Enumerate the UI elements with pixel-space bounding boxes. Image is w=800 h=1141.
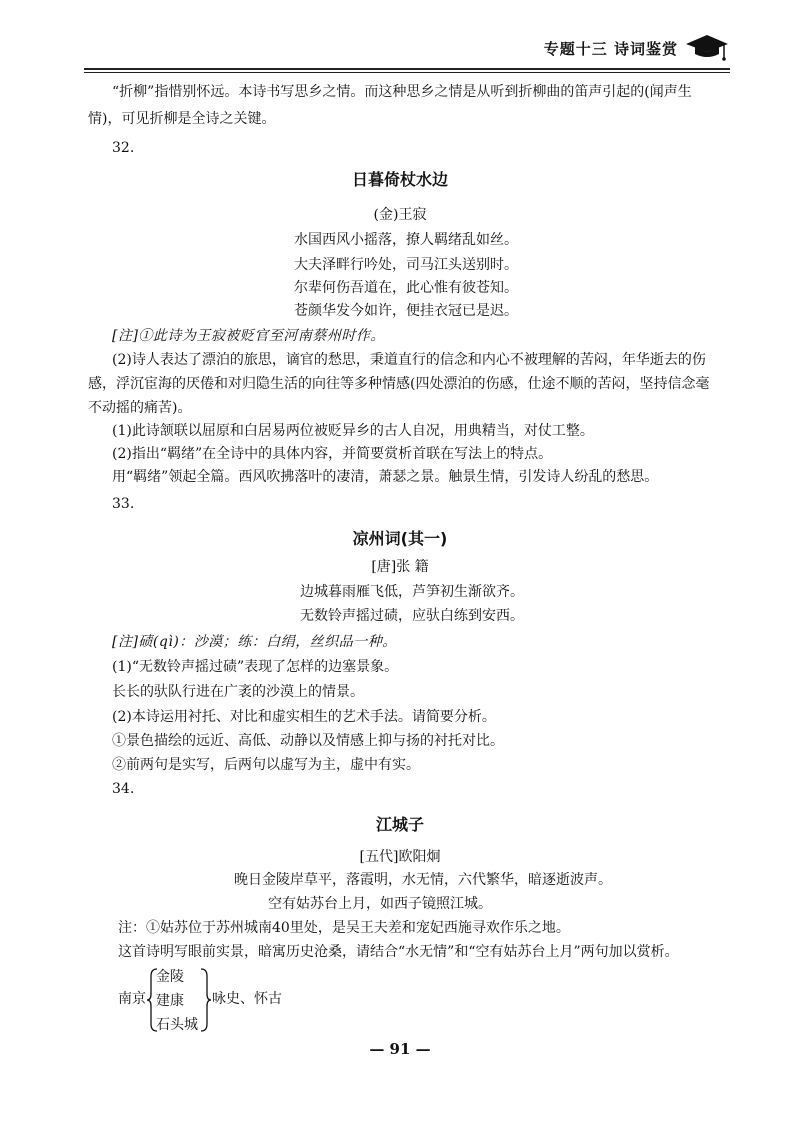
q33-note: [注]碛(qì)：沙漠；练：白绢，丝织品一种。: [112, 634, 397, 650]
q33-answer-1: 长长的驮队行进在广袤的沙漠上的情景。: [112, 684, 364, 700]
q33-answer-2a: ①景色描绘的远近、高低、动静以及情感上抑与扬的衬托对比。: [112, 733, 504, 749]
graduation-cap-icon: [684, 32, 730, 62]
q33-poem-line-2: 无数铃声摇过碛，应驮白练到安西。: [300, 608, 524, 624]
q32-answer: 用“羁绪”领起全篇。西风吹拂落叶的凄清，萧瑟之景。触景生情，引发诗人纷乱的愁思。: [112, 469, 659, 485]
diagram-result: 咏史、怀古: [212, 991, 282, 1007]
intro-line-1: “折柳”指惜别怀远。本诗书写思乡之情。而这种思乡之情是从听到折柳曲的笛声引起的(闻声生: [112, 84, 692, 100]
diagram-item-jinling: 金陵: [156, 969, 184, 985]
q33-poem-line-1: 边城暮雨雁飞低，芦笋初生渐欲齐。: [300, 584, 524, 600]
header-rule-thin: [84, 72, 730, 73]
q32-poem-line-1: 水国西风小摇落，撩人羁绪乱如丝。: [294, 232, 518, 248]
q32-author: (金)王寂: [373, 207, 427, 223]
diagram-item-jiankang: 建康: [156, 993, 184, 1009]
nanjing-names-diagram: [118, 966, 418, 1036]
q32-title: 日暮倚杖水边: [351, 170, 448, 189]
q34-author: [五代]欧阳炯: [359, 849, 441, 865]
page-header: [84, 30, 730, 70]
q33-question-1: (1)“无数铃声摇过碛”表现了怎样的边塞景象。: [112, 659, 399, 675]
q32-question-1: (1)此诗颔联以屈原和白居易两位被贬异乡的古人自况，用典精当，对仗工整。: [112, 423, 594, 439]
q34-number: 34.: [112, 781, 135, 797]
q33-author: [唐]张 籍: [371, 559, 429, 575]
q33-number: 33.: [112, 496, 135, 512]
q33-answer-2b: ②前两句是实写，后两句以虚写为主，虚中有实。: [112, 757, 420, 773]
q32-poem-line-3: 尔辈何伤吾道在，此心惟有彼苍知。: [294, 280, 518, 296]
diagram-root: 南京: [118, 991, 146, 1007]
header-title: 专题十三 诗词鉴赏: [543, 40, 678, 58]
diagram-item-shitoucheng: 石头城: [156, 1017, 198, 1033]
q34-note: 注：①姑苏位于苏州城南40里处，是吴王夫差和宠妃西施寻欢作乐之地。: [118, 920, 570, 936]
q34-poem-line-2: 空有姑苏台上月，如西子镜照江城。: [268, 896, 492, 912]
q33-title: 凉州词(其一): [352, 529, 448, 548]
q32-question-2: (2)指出“羁绪”在全诗中的具体内容，并简要赏析首联在写法上的特点。: [112, 446, 553, 462]
q34-question: 这首诗明写眼前实景，暗寓历史沧桑，请结合“水无情”和“空有姑苏台上月”两句加以赏析。: [118, 944, 679, 960]
q34-poem-line-1: 晚日金陵岸草平，落霞明，水无情，六代繁华，暗逐逝波声。: [234, 872, 612, 888]
right-brace-icon: [200, 968, 212, 1032]
q34-title: 江城子: [375, 815, 424, 834]
q32-poem-line-4: 苍颜华发今如许，便挂衣冠已是迟。: [294, 303, 518, 319]
q32-note: [注]①此诗为王寂被贬官至河南蔡州时作。: [112, 328, 385, 344]
header-rule: [84, 68, 730, 70]
q32-number: 32.: [112, 140, 135, 156]
page-number: — 91 —: [369, 1040, 431, 1058]
q32-poem-line-2: 大夫泽畔行吟处，司马江头送别时。: [294, 257, 518, 273]
intro-line-2: 情)，可见折柳是全诗之关键。: [88, 111, 276, 127]
q32-answer-2: (2)诗人表达了漂泊的旅思，谪官的愁思，秉道直行的信念和内心不被理解的苦闷，年华逝去的伤感，浮沉宦海的厌倦和对归隐生活的向往等多种情感(四处漂泊的伤感，仕途不顺的苦闷，坚持信念毫不动摇的痛苦)。: [88, 352, 710, 416]
q33-question-2: (2)本诗运用衬托、对比和虚实相生的艺术手法。请简要分析。: [112, 709, 496, 725]
